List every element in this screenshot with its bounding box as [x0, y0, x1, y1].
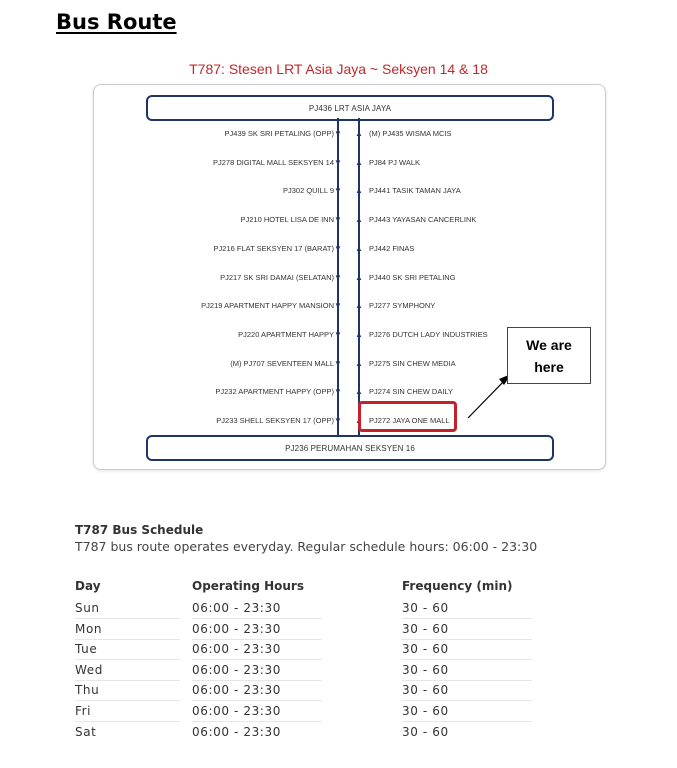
right-stop-label: PJ443 YAYASAN CANCERLINK [369, 215, 477, 225]
row-divider [75, 721, 180, 722]
row-divider [192, 639, 322, 640]
schedule-title: T787 Bus Schedule [75, 523, 204, 537]
header-day: Day [75, 579, 101, 593]
cell-frequency: 30 - 60 [402, 704, 449, 718]
down-arrow-icon: ▼ [334, 186, 342, 196]
row-divider [75, 680, 180, 681]
cell-hours: 06:00 - 23:30 [192, 642, 281, 657]
up-arrow-icon: ▲ [355, 301, 363, 311]
cell-day: Sun [75, 601, 100, 615]
left-stop-label: PJ219 APARTMENT HAPPY MANSION [201, 301, 334, 311]
right-stop-label: PJ440 SK SRI PETALING [369, 272, 456, 282]
up-arrow-icon: ▲ [355, 129, 363, 138]
row-divider [192, 700, 322, 701]
right-stop-label: PJ84 PJ WALK [369, 157, 420, 167]
down-arrow-icon: ▼ [334, 129, 342, 138]
down-arrow-icon: ▼ [334, 416, 342, 425]
table-row [75, 662, 535, 682]
left-stop-label: PJ233 SHELL SEKSYEN 17 (OPP) [216, 416, 334, 425]
left-stop-label: PJ210 HOTEL LISA DE INN [240, 215, 334, 225]
right-stop-label: PJ274 SIN CHEW DAILY [369, 387, 454, 397]
route-title: T787: Stesen LRT Asia Jaya ~ Seksyen 14 & 18 [189, 61, 488, 77]
right-stop-label: PJ275 SIN CHEW MEDIA [369, 358, 456, 368]
cell-frequency: 30 - 60 [402, 642, 449, 657]
row-divider [192, 618, 322, 619]
down-arrow-icon: ▼ [334, 272, 342, 282]
row-divider [402, 618, 532, 619]
left-stop-label: PJ216 FLAT SEKSYEN 17 (BARAT) [213, 243, 334, 253]
left-stop-label: PJ220 APARTMENT HAPPY [238, 329, 334, 339]
left-stop-label: PJ232 APARTMENT HAPPY (OPP) [215, 387, 334, 397]
table-row [75, 682, 535, 702]
cell-hours: 06:00 - 23:30 [192, 724, 281, 739]
cell-day: Mon [75, 621, 103, 636]
down-arrow-icon: ▼ [334, 387, 342, 397]
right-stop-label: PJ276 DUTCH LADY INDUSTRIES [369, 329, 488, 339]
cell-day: Tue [75, 642, 98, 657]
right-stop-label: PJ442 FINAS [369, 243, 415, 253]
row-divider [75, 659, 180, 660]
up-arrow-icon: ▲ [355, 358, 363, 368]
down-arrow-icon: ▼ [334, 157, 342, 167]
header-operating-hours: Operating Hours [192, 579, 304, 593]
cell-day: Fri [75, 704, 92, 718]
down-arrow-icon: ▼ [334, 329, 342, 339]
cell-frequency: 30 - 60 [402, 683, 449, 698]
table-row [75, 621, 535, 641]
down-arrow-icon: ▼ [334, 215, 342, 225]
schedule-description: T787 bus route operates everyday. Regular schedule hours: 06:00 - 23:30 [75, 539, 538, 554]
up-arrow-icon: ▲ [355, 186, 363, 196]
bottom-terminal: PJ236 PERUMAHAN SEKSYEN 16 [146, 435, 554, 461]
row-divider [402, 721, 532, 722]
table-row [75, 703, 535, 723]
row-divider [75, 700, 180, 701]
right-stop-label: (M) PJ435 WISMA MCIS [369, 129, 452, 138]
cell-day: Sat [75, 724, 97, 739]
table-row [75, 724, 535, 744]
down-arrow-icon: ▼ [334, 243, 342, 253]
row-divider [75, 639, 180, 640]
down-arrow-icon: ▼ [334, 301, 342, 311]
callout-line-1: We are [526, 336, 572, 353]
up-arrow-icon: ▲ [355, 215, 363, 225]
up-arrow-icon: ▲ [355, 387, 363, 397]
row-divider [402, 659, 532, 660]
cell-day: Thu [75, 683, 100, 698]
cell-day: Wed [75, 662, 103, 677]
right-stop-label: PJ441 TASIK TAMAN JAYA [369, 186, 461, 196]
we-are-here-callout [507, 327, 591, 384]
down-arrow-icon: ▼ [334, 358, 342, 368]
left-stop-label: PJ439 SK SRI PETALING (OPP) [224, 129, 334, 138]
cell-hours: 06:00 - 23:30 [192, 683, 281, 698]
top-terminal: PJ436 LRT ASIA JAYA [146, 95, 554, 121]
header-frequency: Frequency (min) [402, 579, 513, 593]
cell-hours: 06:00 - 23:30 [192, 704, 281, 718]
cell-frequency: 30 - 60 [402, 724, 449, 739]
row-divider [402, 700, 532, 701]
right-stop-label: PJ277 SYMPHONY [369, 301, 436, 311]
up-arrow-icon: ▲ [355, 272, 363, 282]
left-stop-label: PJ278 DIGITAL MALL SEKSYEN 14 [212, 157, 334, 167]
cell-frequency: 30 - 60 [402, 601, 449, 615]
row-divider [192, 721, 322, 722]
up-arrow-icon: ▲ [355, 329, 363, 339]
table-row [75, 641, 535, 661]
row-divider [192, 680, 322, 681]
right-stop-label: PJ272 JAYA ONE MALL [369, 416, 450, 425]
cell-hours: 06:00 - 23:30 [192, 601, 281, 615]
up-arrow-icon: ▲ [355, 243, 363, 253]
row-divider [402, 639, 532, 640]
up-arrow-icon: ▲ [355, 416, 363, 425]
row-divider [75, 618, 180, 619]
up-arrow-icon: ▲ [355, 157, 363, 167]
cell-frequency: 30 - 60 [402, 662, 449, 677]
callout-line-2: here [534, 358, 564, 375]
page-title: Bus Route [56, 10, 177, 34]
row-divider [192, 659, 322, 660]
cell-hours: 06:00 - 23:30 [192, 621, 281, 636]
cell-hours: 06:00 - 23:30 [192, 662, 281, 677]
table-row [75, 600, 535, 620]
left-stop-label: PJ217 SK SRI DAMAI (SELATAN) [220, 272, 334, 282]
left-stop-label: (M) PJ707 SEVENTEEN MALL [230, 358, 334, 368]
row-divider [402, 680, 532, 681]
left-stop-label: PJ302 QUILL 9 [282, 186, 334, 196]
cell-frequency: 30 - 60 [402, 621, 449, 636]
